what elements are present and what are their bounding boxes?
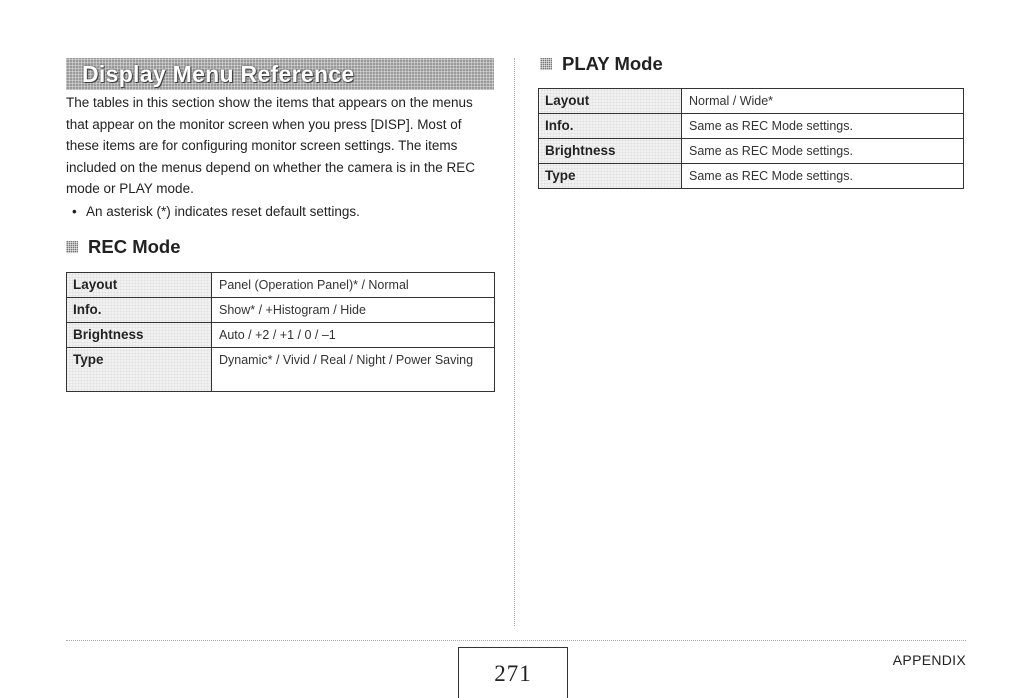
intro-text — [66, 92, 496, 223]
item-label: Brightness — [545, 143, 616, 158]
rec-mode-heading-text: REC Mode — [88, 236, 181, 257]
rec-item-brightness — [67, 323, 212, 348]
rec-item-type — [67, 348, 212, 392]
intro-paragraph: The tables in this section show the items that appears on the menus that appear on the monitor screen when you press [DISP]. Most of these items are for configuring monitor screen settings. The items included on the menus depend on whether the camera is in the REC mode or PLAY mode. — [66, 95, 476, 197]
play-mode-table — [538, 88, 964, 189]
section-title-banner — [66, 58, 494, 90]
rec-mode-heading — [66, 236, 181, 258]
play-mode-heading-text: PLAY Mode — [562, 53, 663, 74]
item-label: Layout — [545, 93, 590, 108]
table-row — [67, 298, 495, 323]
rec-value-brightness: Auto / +2 / +1 / 0 / –1 — [212, 323, 495, 348]
table-row — [67, 273, 495, 298]
rec-item-info — [67, 298, 212, 323]
play-value-brightness: Same as REC Mode settings. — [682, 139, 964, 164]
column-divider — [514, 58, 515, 626]
page-title: Display Menu Reference — [82, 61, 355, 87]
section-label: APPENDIX — [892, 652, 966, 668]
intro-bullet — [66, 201, 496, 223]
play-item-layout — [539, 89, 682, 114]
rec-value-info: Show* / +Histogram / Hide — [212, 298, 495, 323]
play-mode-heading — [540, 53, 663, 75]
table-row — [539, 164, 964, 189]
item-label: Type — [545, 168, 576, 183]
play-value-type: Same as REC Mode settings. — [682, 164, 964, 189]
item-label: Brightness — [73, 327, 144, 342]
rec-item-layout — [67, 273, 212, 298]
square-bullet-icon — [540, 58, 552, 70]
item-label: Layout — [73, 277, 118, 292]
table-row — [539, 89, 964, 114]
item-label: Info. — [545, 118, 574, 133]
page-number-box — [458, 647, 568, 698]
table-row — [67, 323, 495, 348]
table-row — [539, 139, 964, 164]
item-label: Type — [73, 352, 104, 367]
play-item-info — [539, 114, 682, 139]
page-number: 271 — [494, 661, 532, 686]
bullet-text: An asterisk (*) indicates reset default settings. — [86, 203, 360, 219]
rec-value-layout: Panel (Operation Panel)* / Normal — [219, 278, 409, 292]
rec-value-type: Dynamic* / Vivid / Real / Night / Power Saving — [212, 348, 495, 392]
rec-mode-table — [66, 272, 495, 392]
bullet-dot-icon: • — [72, 203, 77, 219]
play-value-layout: Normal / Wide* — [689, 94, 774, 108]
square-bullet-icon — [66, 241, 78, 253]
footer-divider — [66, 640, 966, 641]
play-item-brightness — [539, 139, 682, 164]
table-row — [67, 348, 495, 392]
play-item-type — [539, 164, 682, 189]
play-value-info: Same as REC Mode settings. — [682, 114, 964, 139]
table-row — [539, 114, 964, 139]
item-label: Info. — [73, 302, 102, 317]
